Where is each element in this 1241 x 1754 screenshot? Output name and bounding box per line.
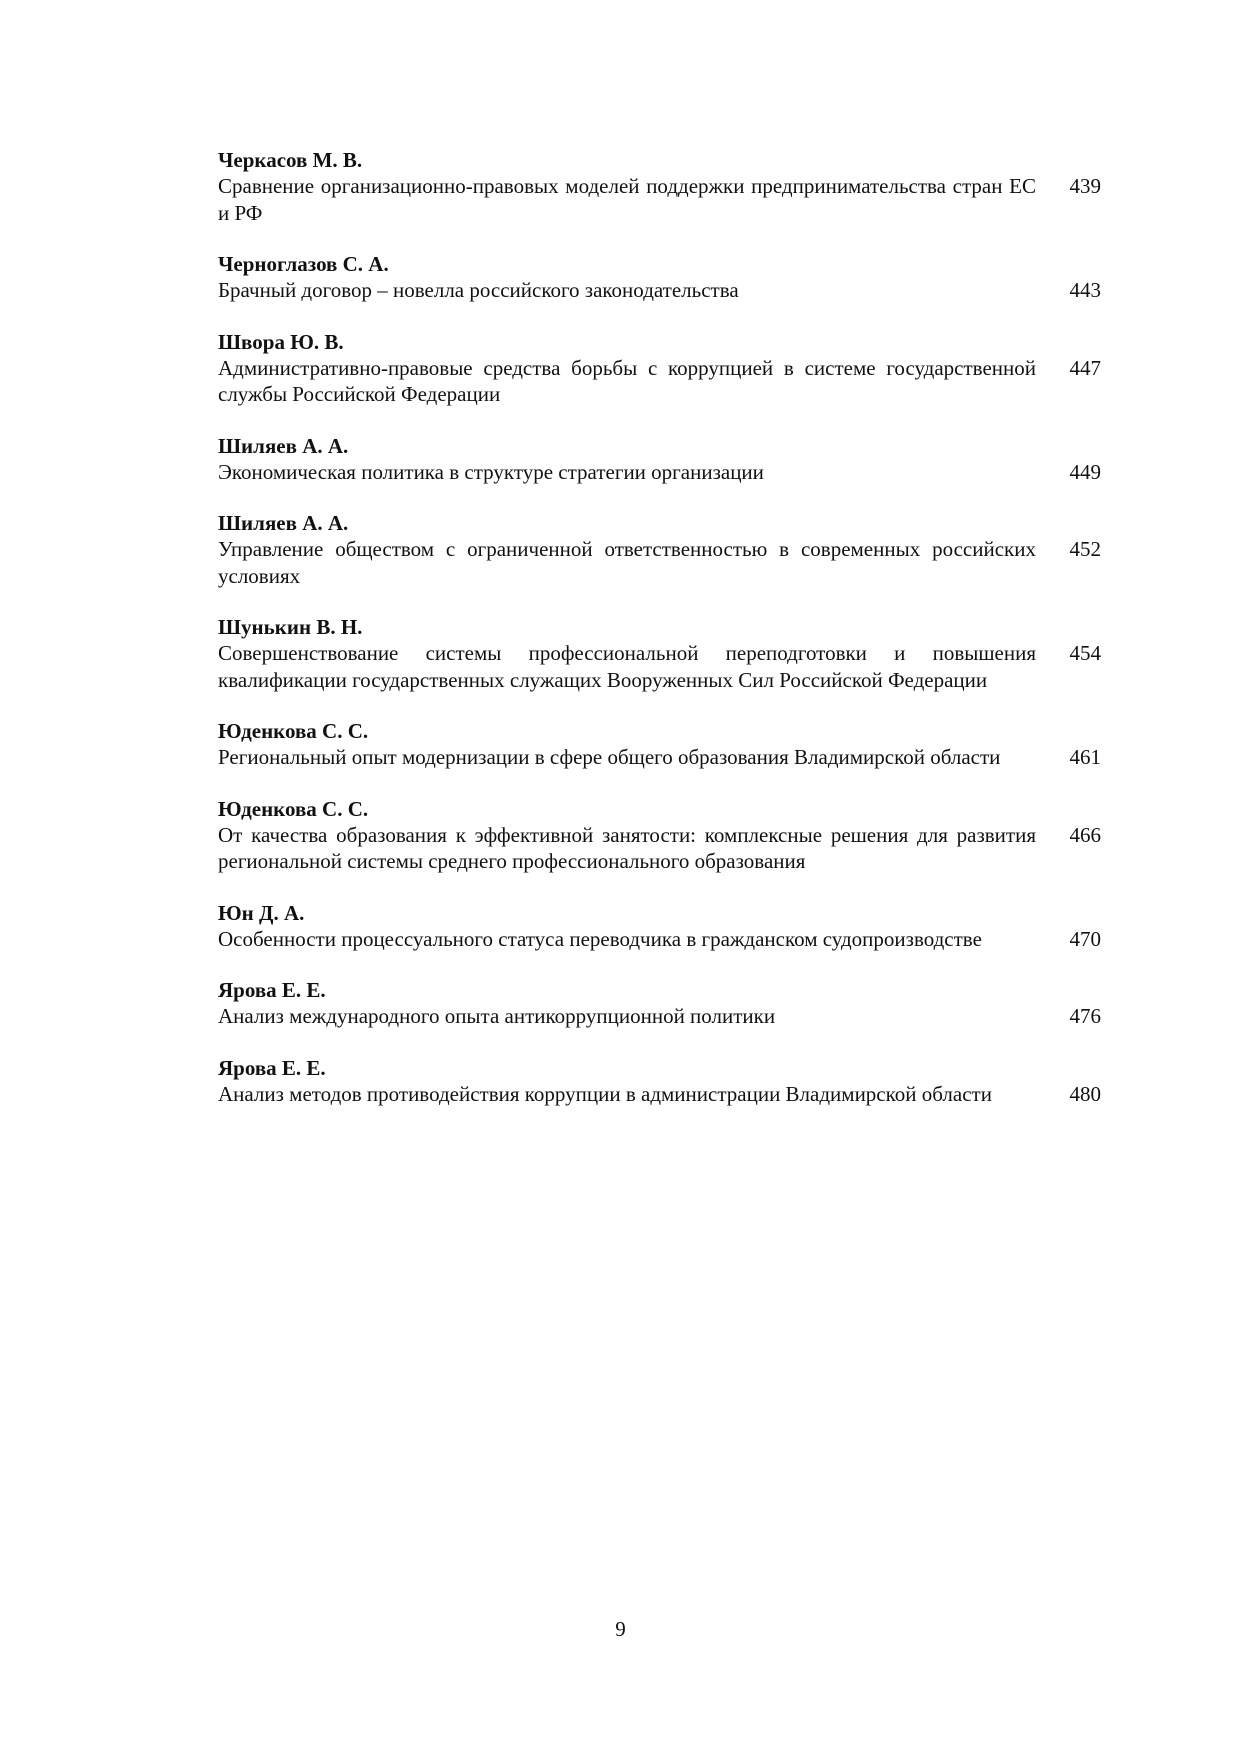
toc-entry (218, 796, 1101, 875)
toc-author: Черкасов М. В. (218, 148, 363, 172)
toc-page-number: 470 (1069, 926, 1101, 951)
toc-entry (218, 433, 1101, 486)
toc-author: Юденкова С. С. (218, 719, 369, 743)
toc-row (218, 355, 1101, 408)
toc-page-number: 461 (1069, 745, 1101, 769)
toc-author: Ярова Е. Е. (218, 978, 326, 1002)
page-footer-number: 9 (615, 1617, 626, 1641)
toc-author: Юденкова С. С. (218, 796, 369, 821)
toc-author: Черноглазов С. А. (218, 252, 389, 276)
toc-entry (218, 147, 1101, 226)
toc-page-number: 466 (1069, 822, 1101, 847)
toc-author: Шунькин В. Н. (218, 615, 363, 639)
toc-row (218, 1003, 1101, 1030)
toc-entry (218, 251, 1101, 304)
toc-title: Брачный договор – новелла российского законодательства (218, 278, 739, 302)
toc-row (218, 173, 1101, 226)
toc-title: Экономическая политика в структуре стратегии организации (218, 459, 764, 484)
toc-entry (218, 718, 1101, 771)
toc-page-number: 476 (1069, 1004, 1101, 1028)
toc-entry (218, 1055, 1101, 1108)
toc-page-number: 449 (1069, 459, 1101, 484)
toc-author: Шиляев А. А. (218, 511, 349, 535)
toc-title: Особенности процессуального статуса переводчика в гражданском судопроизводстве (218, 926, 982, 951)
toc-row (218, 822, 1101, 875)
toc-title: Совершенствование системы профессиональной переподготовки и повышения квалификации государственных служащих Вооруженных Сил Российской Федерации (218, 641, 1036, 692)
toc-author: Юн Д. А. (218, 900, 305, 925)
toc-page-number: 443 (1069, 278, 1101, 302)
toc-page-number: 480 (1069, 1081, 1101, 1106)
toc-author: Шиляев А. А. (218, 433, 349, 458)
toc-title: Анализ международного опыта антикоррупционной политики (218, 1004, 776, 1028)
toc-title: Анализ методов противодействия коррупции в администрации Владимирской области (218, 1081, 992, 1106)
toc-title: Административно-правовые средства борьбы с коррупцией в системе государственной службы Российской Федерации (218, 355, 1036, 406)
toc-entry (218, 900, 1101, 953)
toc-title: Сравнение организационно-правовых моделей поддержки предпринимательства стран ЕС и РФ (218, 174, 1036, 225)
toc-page-number: 454 (1069, 641, 1101, 665)
toc-row (218, 926, 1101, 953)
toc-row (218, 459, 1101, 486)
toc-page-number: 452 (1069, 537, 1101, 561)
toc-entry (218, 329, 1101, 408)
toc-author: Швора Ю. В. (218, 329, 344, 354)
toc-entry (218, 977, 1101, 1030)
toc-row (218, 1081, 1101, 1108)
toc-title: Управление обществом с ограниченной ответственностью в современных российских условиях (218, 537, 1036, 588)
toc-title: От качества образования к эффективной занятости: комплексные решения для развития региональной системы среднего профессионального образования (218, 822, 1036, 873)
toc-row (218, 744, 1101, 771)
toc-entry (218, 510, 1101, 589)
toc-page-number: 447 (1069, 355, 1101, 380)
toc-author: Ярова Е. Е. (218, 1055, 326, 1080)
toc-row (218, 536, 1101, 589)
toc-entry (218, 614, 1101, 693)
toc-row (218, 640, 1101, 693)
toc-page-number: 439 (1069, 174, 1101, 198)
toc-title: Региональный опыт модернизации в сфере общего образования Владимирской области (218, 745, 1001, 769)
toc-row (218, 277, 1101, 304)
table-of-contents (218, 147, 1101, 1132)
